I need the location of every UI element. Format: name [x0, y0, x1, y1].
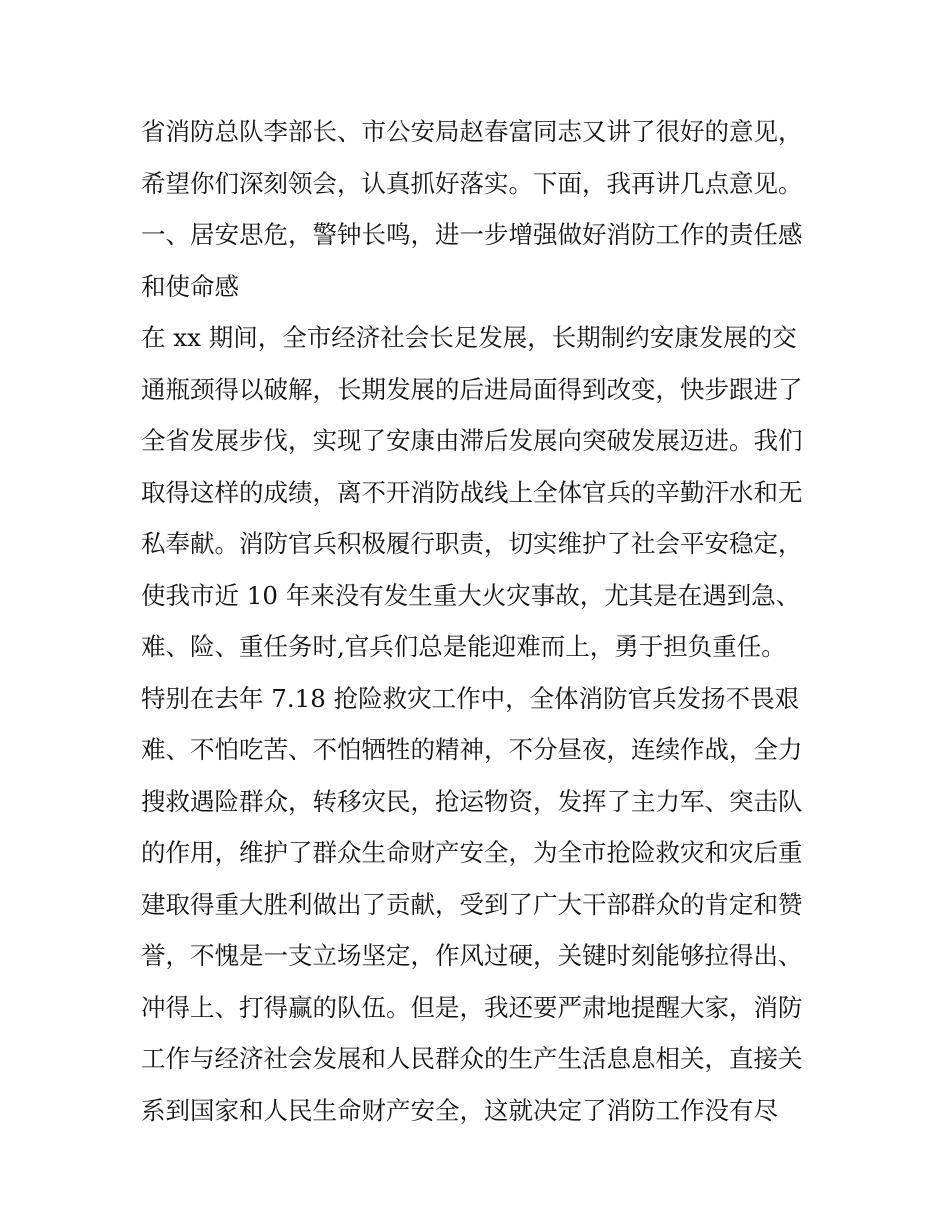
text-line: 取得这样的成绩，离不开消防战线上全体官兵的辛勤汗水和无 [141, 477, 803, 507]
text-line: 誉，不愧是一支立场坚定，作风过硬，关键时刻能够拉得出、 [141, 941, 803, 970]
text-line: 系到国家和人民生命财产安全，这就决定了消防工作没有尽 [141, 1095, 778, 1125]
section-heading-line: 和使命感 [141, 271, 239, 301]
text-line: 难、不怕吃苦、不怕牺牲的精神，不分昼夜，连续作战，全力 [141, 735, 803, 764]
text-line: 特别在去年 7.18 抢险救灾工作中，全体消防官兵发扬不畏艰 [141, 683, 800, 713]
body-text [141, 106, 821, 1136]
text-line: 私奉献。消防官兵积极履行职责，切实维护了社会平安稳定， [141, 529, 803, 558]
text-line: 搜救遇险群众，转移灾民，抢运物资，发挥了主力军、突击队 [141, 786, 803, 816]
text-line: 通瓶颈得以破解，长期发展的后进局面得到改变，快步跟进了 [141, 374, 803, 404]
text-line: 冲得上、打得赢的队伍。但是，我还要严肃地提醒大家，消防 [141, 992, 803, 1022]
text-line: 希望你们深刻领会，认真抓好落实。下面，我再讲几点意见。 [141, 168, 803, 198]
text-line: 工作与经济社会发展和人民群众的生产生活息息相关，直接关 [141, 1044, 803, 1073]
text-line: 的作用，维护了群众生命财产安全，为全市抢险救灾和灾后重 [141, 838, 803, 867]
text-line: 在 xx 期间，全市经济社会长足发展，长期制约安康发展的交 [141, 323, 797, 352]
text-line: 建取得重大胜利做出了贡献，受到了广大干部群众的肯定和赞 [141, 889, 803, 919]
text-line: 省消防总队李部长、市公安局赵春富同志又讲了很好的意见， [141, 117, 803, 146]
text-line: 使我市近 10 年来没有发生重大火灾事故，尤其是在遇到急、 [141, 580, 801, 610]
text-line: 难、险、重任务时,官兵们总是能迎难而上，勇于担负重任。 [141, 632, 786, 661]
text-line: 全省发展步伐，实现了安康由滞后发展向突破发展迈进。我们 [141, 426, 803, 455]
section-heading-line: 一、居安思危，警钟长鸣，进一步增强做好消防工作的责任感 [141, 220, 803, 249]
